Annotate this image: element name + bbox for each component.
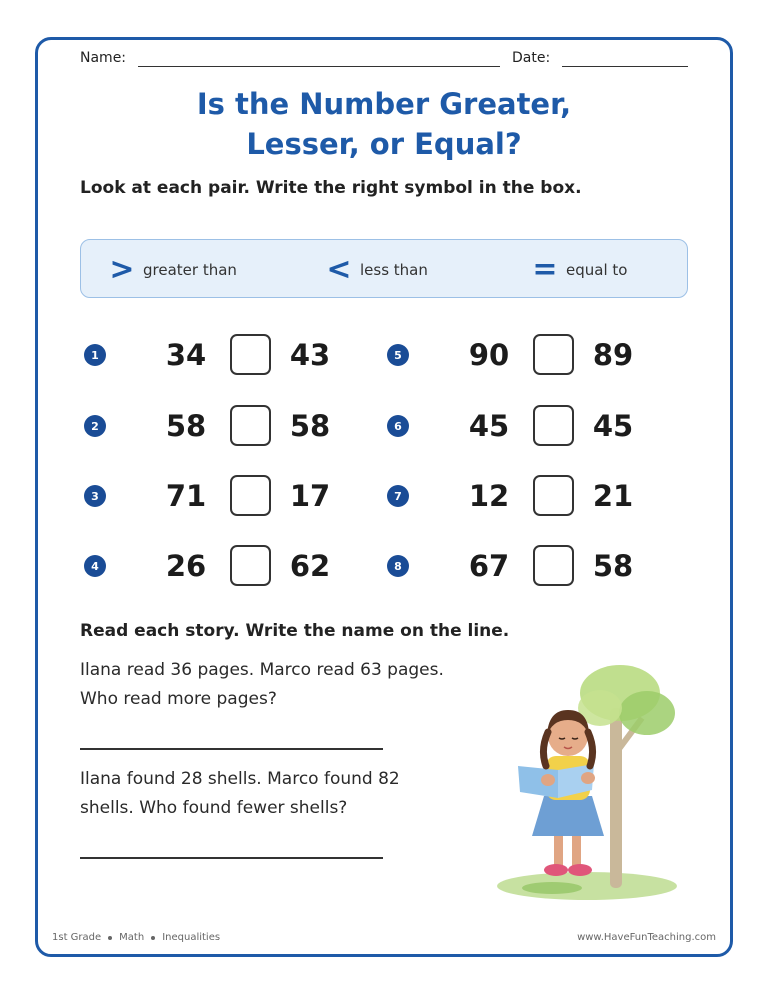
right-number: 43 xyxy=(289,338,331,372)
problem-number-badge: 3 xyxy=(84,485,106,507)
page-title-line-2: Lesser, or Equal? xyxy=(246,127,522,161)
problem-row xyxy=(387,544,667,588)
right-number: 58 xyxy=(289,409,331,443)
right-number: 89 xyxy=(592,338,634,372)
story-answer-line[interactable] xyxy=(80,748,383,750)
greater-than-icon: > xyxy=(109,251,135,287)
problem-number-badge: 2 xyxy=(84,415,106,437)
legend-label: less than xyxy=(360,260,428,279)
answer-box[interactable] xyxy=(533,405,574,446)
left-number: 34 xyxy=(165,338,207,372)
problem-row xyxy=(387,404,667,448)
girl-reading-book-under-tree-illustration xyxy=(492,658,682,903)
bullet-icon xyxy=(108,936,112,940)
footer-tag: 1st Grade xyxy=(52,932,102,943)
left-number: 58 xyxy=(165,409,207,443)
left-number: 26 xyxy=(165,549,207,583)
problem-number-badge: 4 xyxy=(84,555,106,577)
answer-box[interactable] xyxy=(230,405,271,446)
problem-row xyxy=(387,333,667,377)
instructions: Look at each pair. Write the right symbol in the box. xyxy=(80,178,582,198)
answer-box[interactable] xyxy=(230,475,271,516)
right-number: 17 xyxy=(289,479,331,513)
problem-row xyxy=(84,474,364,518)
symbol-legend xyxy=(80,239,688,298)
problem-row xyxy=(84,544,364,588)
legend-item-less xyxy=(324,240,428,299)
right-number: 58 xyxy=(592,549,634,583)
legend-label: greater than xyxy=(143,260,237,279)
left-number: 45 xyxy=(468,409,510,443)
problem-number-badge: 5 xyxy=(387,344,409,366)
problem-number-badge: 8 xyxy=(387,555,409,577)
less-than-icon: < xyxy=(326,251,352,287)
name-line[interactable] xyxy=(138,66,500,67)
answer-box[interactable] xyxy=(533,334,574,375)
footer-tag: Math xyxy=(119,932,145,943)
problem-number-badge: 7 xyxy=(387,485,409,507)
answer-box[interactable] xyxy=(533,475,574,516)
footer-tags xyxy=(52,932,220,943)
story-text: Ilana found 28 shells. Marco found 82 shells. Who found fewer shells? xyxy=(80,769,400,818)
right-number: 45 xyxy=(592,409,634,443)
story-section-heading: Read each story. Write the name on the line. xyxy=(80,621,510,641)
equal-to-icon: = xyxy=(532,251,558,287)
problem-number-badge: 6 xyxy=(387,415,409,437)
legend-label: equal to xyxy=(566,260,628,279)
left-number: 67 xyxy=(468,549,510,583)
footer-website: www.HaveFunTeaching.com xyxy=(577,932,716,943)
problem-row xyxy=(387,474,667,518)
right-number: 21 xyxy=(592,479,634,513)
legend-item-greater xyxy=(107,240,237,299)
answer-box[interactable] xyxy=(230,545,271,586)
page-title-line-1: Is the Number Greater, xyxy=(196,87,572,121)
right-number: 62 xyxy=(289,549,331,583)
story-text: Ilana read 36 pages. Marco read 63 pages. Who read more pages? xyxy=(80,660,444,709)
date-line[interactable] xyxy=(562,66,688,67)
answer-box[interactable] xyxy=(533,545,574,586)
left-number: 90 xyxy=(468,338,510,372)
legend-item-equal xyxy=(530,240,627,299)
bullet-icon xyxy=(151,936,155,940)
date-label: Date: xyxy=(512,50,551,66)
name-label: Name: xyxy=(80,50,127,66)
problem-number-badge: 1 xyxy=(84,344,106,366)
story-answer-line[interactable] xyxy=(80,857,383,859)
answer-box[interactable] xyxy=(230,334,271,375)
left-number: 12 xyxy=(468,479,510,513)
problem-row xyxy=(84,404,364,448)
footer-tag: Inequalities xyxy=(162,932,221,943)
left-number: 71 xyxy=(165,479,207,513)
problem-row xyxy=(84,333,364,377)
